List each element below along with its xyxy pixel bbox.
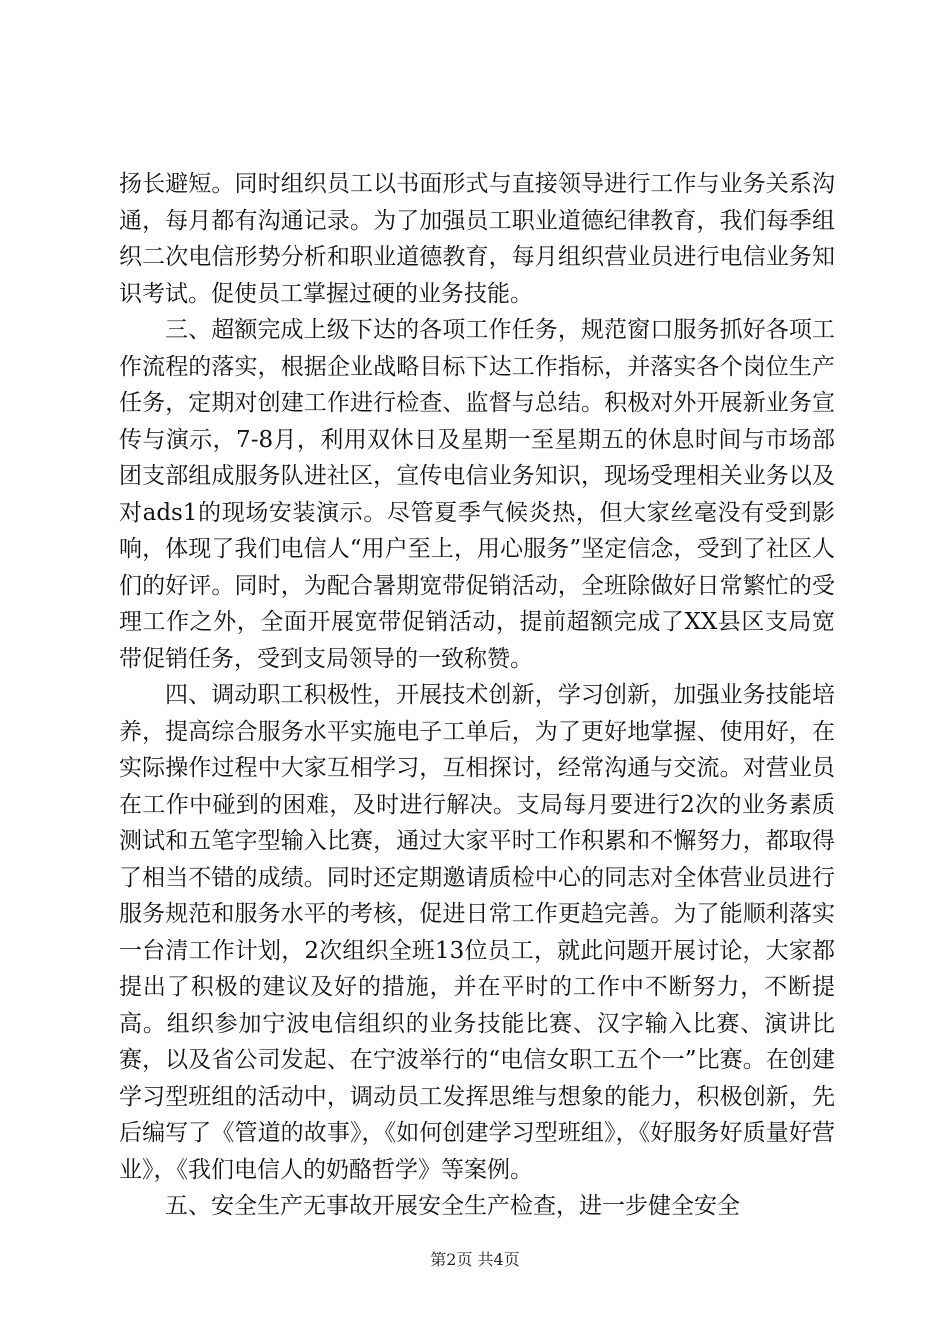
paragraph-section-three: 三、超额完成上级下达的各项工作任务，规范窗口服务抓好各项工作流程的落实，根据企业战略目标下达工作指标，并落实各个岗位生产任务，定期对创建工作进行检查、监督与总结。积极对外开展新业务宣传与演示，7-8月，利用双休日及星期一至星期五的休息时间与市场部团支部组成服务队进社区，宣传电信业务知识，现场受理相关业务以及对ads1的现场安装演示。尽管夏季气候炎热，但大家丝毫没有受到影响，体现了我们电信人“用户至上，用心服务”坚定信念，受到了社区人们的好评。同时，为配合暑期宽带促销活动，全班除做好日常繁忙的受理工作之外，全面开展宽带促销活动，提前超额完成了XX县区支局宽带促销任务，受到支局领导的一致称赞。 — [119, 317, 835, 672]
paragraph-continuation: 扬长避短。同时组织员工以书面形式与直接领导进行工作与业务关系沟通，每月都有沟通记录。为了加强员工职业道德纪律教育，我们每季组织二次电信形势分析和职业道德教育，每月组织营业员进行电信业务知识考试。促使员工掌握过硬的业务技能。 — [119, 171, 835, 307]
paragraph-section-five: 五、安全生产无事故开展安全生产检查，进一步健全安全 — [165, 1193, 740, 1219]
paragraph-section-four: 四、调动职工积极性，开展技术创新，学习创新，加强业务技能培养，提高综合服务水平实施电子工单后，为了更好地掌握、使用好，在实际操作过程中大家互相学习，互相探讨，经常沟通与交流。对营业员在工作中碰到的困难，及时进行解决。支局每月要进行2次的业务素质测试和五笔字型输入比赛，通过大家平时工作积累和不懈努力，都取得了相当不错的成绩。同时还定期邀请质检中心的同志对全体营业员进行服务规范和服务水平的考核，促进日常工作更趋完善。为了能顺利落实一台清工作计划，2次组织全班13位员工，就此问题开展讨论，大家都提出了积极的建议及好的措施，并在平时的工作中不断努力，不断提高。组织参加宁波电信组织的业务技能比赛、汉字输入比赛、演讲比赛，以及省公司发起、在宁波举行的“电信女职工五个一”比赛。在创建学习型班组的活动中，调动员工发挥思维与想象的能力，积极创新，先后编写了《管道的故事》，《如何创建学习型班组》，《好服务好质量好营业》，《我们电信人的奶酪哲学》等案例。 — [119, 682, 835, 1183]
page-number-footer: 第2页 共4页 — [430, 1250, 520, 1269]
document-body — [119, 166, 835, 1225]
